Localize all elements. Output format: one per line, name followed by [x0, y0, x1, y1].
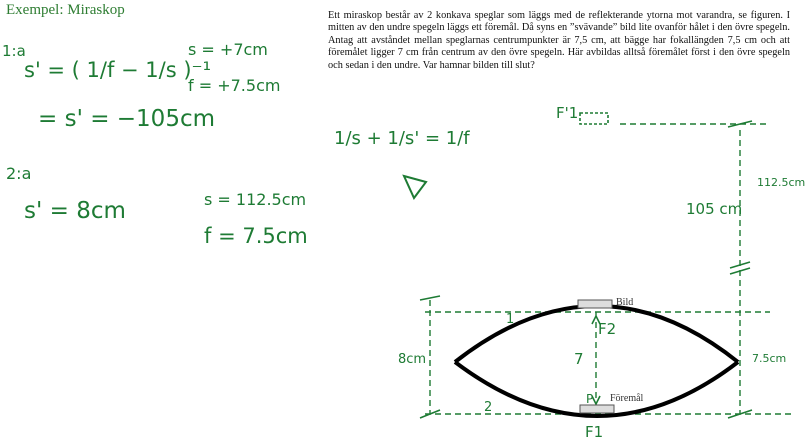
lens-formula: 1/s + 1/s' = 1/f [334, 128, 470, 149]
dim-7: 7 [574, 350, 584, 368]
image-distance-2: s' = 8cm [24, 198, 126, 224]
object-distance-2: s = 112.5cm [204, 190, 307, 209]
focal-length-1: f = +7.5cm [188, 76, 281, 95]
dim-8: 8cm [398, 352, 427, 367]
object-item [580, 405, 614, 413]
problem-text: Ett miraskop består av 2 konkava speglar som läggs med de reflekterande ytorna mot varandra, se figuren. I mitten av den undre spegeln läggs ett föremål. Då syns en ”svävande” bild lite ovanför hålet i den övre spegeln. Antag att avståndet mellan speglarnas centrumpunkter är 7,5 cm, att bägge har fokallängden 7,5 cm och att föremålet ligger 7 cm från centrum av den övre spegeln. Här avbildas alltså föremålet först i den övre spegeln och sedan i den undre. Var hamnar bilden till slut? [328, 10, 790, 71]
mirror-1-label: 1 [506, 312, 515, 327]
eye-doodle [404, 176, 426, 198]
label-object: Föremål [610, 393, 644, 404]
mirror-2-label: 2 [484, 400, 493, 415]
tick-left-top [420, 296, 440, 300]
final-image-box [580, 113, 608, 124]
image-distance-1: = s' = −105cm [38, 106, 216, 132]
focal-length-2: f = 7.5cm [204, 224, 308, 248]
label-F1: F1 [585, 423, 604, 441]
dim-112: 112.5cm [757, 176, 805, 189]
object-distance-1: s = +7cm [188, 40, 268, 59]
step1-label: 1:a [2, 42, 26, 60]
label-image: Bild [616, 297, 634, 308]
label-F1-prime: F'1 [556, 104, 579, 122]
label-F2: F2 [598, 320, 617, 338]
step2-label: 2:a [6, 164, 32, 183]
slide-title: Exempel: Miraskop [6, 2, 125, 18]
dim-7-5: 7.5cm [752, 352, 787, 365]
label-P: P [586, 392, 594, 406]
mirror-equation: s' = ( 1/f − 1/s )⁻¹ [24, 58, 212, 82]
dim-105: 105 cm [686, 200, 743, 218]
image-object [578, 300, 612, 308]
